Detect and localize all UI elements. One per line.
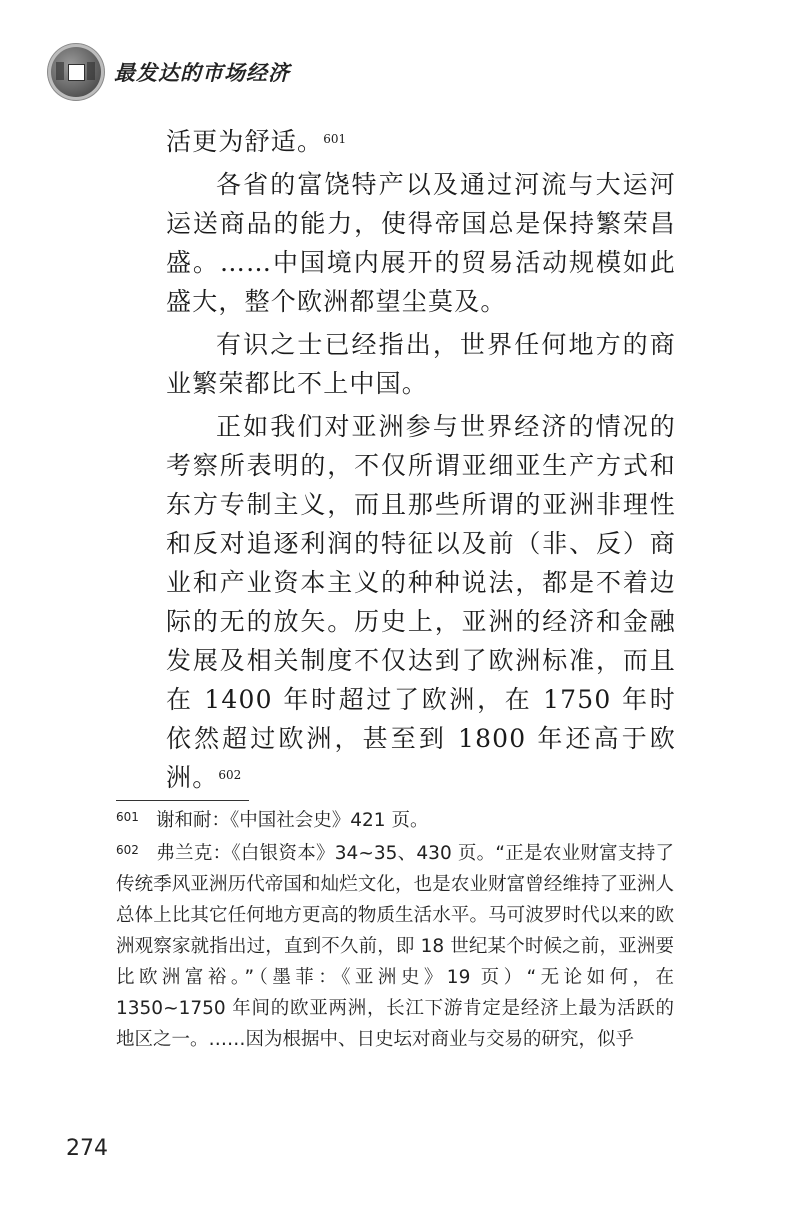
- footnote-divider: [116, 800, 249, 801]
- footnote-ref-602[interactable]: 602: [218, 768, 242, 782]
- coin-inscription-right: [87, 62, 95, 80]
- coin-inscription-left: [56, 62, 64, 80]
- footnote-text: 弗兰克：《白银资本》34~35、430 页。“正是农业财富支持了传统季风亚洲历代帝国和灿烂文化，也是农业财富曾经维持了亚洲人总体上比其它任何地方更高的物质生活水平。马可波罗时代以来的欧洲观察家就指出过，直到不久前，即 18 世纪某个时候之前，亚洲要比欧洲富裕。”（墨菲：《亚洲史》19 页）“无论如何，在 1350~1750 年间的欧亚两洲，长江下游肯定是经济上最为活跃的地区之一。……因为根据中、日史坛对商业与交易的研究，似乎: [116, 843, 674, 1050]
- footnote-602: [116, 838, 674, 1055]
- ancient-coin-icon: [48, 44, 104, 100]
- running-header-title: 最发达的市场经济: [114, 60, 290, 85]
- footnote-number: 602: [116, 843, 139, 857]
- paragraph-text: 活更为舒适。: [166, 127, 324, 156]
- quote-paragraph-2: 有识之士已经指出，世界任何地方的商业繁荣都比不上中国。: [166, 330, 676, 398]
- running-header: [48, 42, 290, 102]
- footnote-601: [116, 805, 674, 836]
- footnotes: [116, 805, 674, 1057]
- footnote-ref-601[interactable]: 601: [323, 132, 347, 146]
- main-text: [166, 122, 676, 801]
- paragraph-text: 正如我们对亚洲参与世界经济的情况的考察所表明的，不仅所谓亚细亚生产方式和东方专制主义，而且那些所谓的亚洲非理性和反对追逐利润的特征以及前（非、反）商业和产业资本主义的种种说法，都是不着边际的无的放矢。历史上，亚洲的经济和金融发展及相关制度不仅达到了欧洲标准，而且在 1400 年时超过了欧洲，在 1750 年时依然超过欧洲，甚至到 1800 年还高于欧洲。: [166, 412, 676, 792]
- quote-paragraph: 各省的富饶特产以及通过河流与大运河运送商品的能力，使得帝国总是保持繁荣昌盛。……中国境内展开的贸易活动规模如此盛大，整个欧洲都望尘莫及。: [166, 170, 676, 316]
- page-number: 274: [66, 1136, 108, 1161]
- coin-square-hole: [68, 64, 85, 81]
- footnote-text: 谢和耐：《中国社会史》421 页。: [156, 810, 429, 831]
- paragraph-continued: [166, 122, 676, 161]
- footnote-number: 601: [116, 810, 139, 824]
- argument-paragraph: [166, 407, 676, 797]
